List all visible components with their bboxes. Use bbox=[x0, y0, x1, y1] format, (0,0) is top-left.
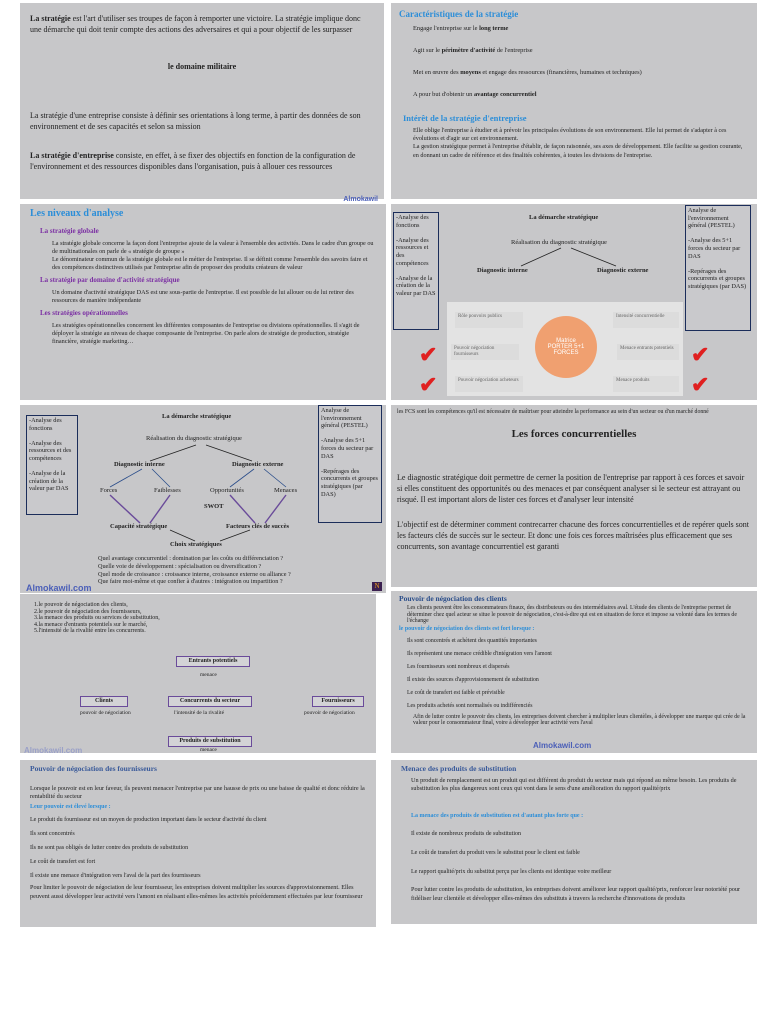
item-text: de l'entreprise bbox=[495, 47, 533, 54]
domaine-militaire-label: le domaine militaire bbox=[167, 62, 237, 71]
p-clients: Les clients peuvent être les consommateurs finaux, des distributeurs ou des intermédiaires aval. L'étude des clients de l'entreprise permet de déterminer chez quel acteur se situe le pouvoir de négociation, c'est-à-dire qui est en situation de force et impose sa volonté dans les termes de l'échange bbox=[407, 605, 737, 625]
sub-clients: le pouvoir de négociation des clients est fort lorsque : bbox=[399, 625, 535, 632]
diagnostic-interne: Diagnostic interne bbox=[477, 267, 528, 274]
paragraph-strategie-entreprise-2 bbox=[30, 150, 374, 172]
question-item: Quel avantage concurrentiel : domination par les coûts ou différenciation ? bbox=[98, 555, 284, 562]
term: La stratégie d'entreprise bbox=[30, 151, 114, 160]
watermark: Almokawil.com bbox=[24, 746, 83, 755]
p-substitution-lutte: Pour lutter contre les produits de substitution, les entreprises doivent améliorer leur rapport qualité/prix, renforcer leur notoriété pour fidéliser leur clientèle et développer elles-mêmes des substituts à travers la recherche d'innovations de produits bbox=[411, 886, 741, 902]
slide-pouvoir-fournisseurs bbox=[20, 760, 376, 927]
p-fournisseurs: Lorsque le pouvoir est en leur faveur, ils peuvent menacer l'entreprise par une hausse de prix ou une baisse de qualité et donc réduire la rentabilité du secteur bbox=[30, 785, 365, 801]
box-analyse-interne: -Analyse des fonctions -Analyse des ressources et des compétences -Analyse de la création de la valeur par DAS bbox=[26, 415, 78, 515]
tile-acheteurs: Pouvoir négociation acheteurs bbox=[455, 376, 523, 392]
logo-icon: N bbox=[372, 582, 382, 591]
criteria-item: Les fournisseurs sont nombreux et dispersés bbox=[407, 663, 510, 670]
criteria-item: Ils sont concentrés et achètent des quantités importantes bbox=[407, 637, 537, 644]
force-item: 4.la menace d'entrants potentiels sur le marché, bbox=[34, 621, 148, 628]
force-item: 1.le pouvoir de négociation des clients, bbox=[34, 602, 128, 608]
title-interet: Intérêt de la stratégie d'entreprise bbox=[403, 113, 527, 123]
criteria-item: Ils ne sont pas obligés de lutter contre des produits de substitution bbox=[30, 845, 189, 852]
criteria-item: Le rapport qualité/prix du substitut perçu par les clients est identique voire meilleur bbox=[411, 869, 612, 876]
demarche-title: La démarche stratégique bbox=[162, 413, 232, 420]
item-text: Agit sur le bbox=[413, 47, 442, 54]
box-analyse-externe: Analyse de l'environnement général (PESTEL) -Analyse des 5+1 forces du secteur par DAS -Repérages des concurrents et groupes stratégiques (par DAS) bbox=[318, 405, 382, 523]
title-substitution: Menace des produits de substitution bbox=[401, 764, 517, 773]
title-caracteristiques: Caractéristiques de la stratégie bbox=[399, 9, 519, 19]
diagnostic-interne: Diagnostic interne bbox=[114, 461, 165, 468]
check-icon: ✔ bbox=[691, 342, 710, 367]
capacite-label: Capacité stratégique bbox=[110, 523, 168, 530]
pouvoir-fournisseurs-label: pouvoir de négociation bbox=[304, 710, 355, 716]
interet-paragraph: Elle oblige l'entreprise à étudier et à prévoir les principales évolutions de son environnement. Elle lui permet de s'adapter à ces évolutions et d'agir sur cet environnement. bbox=[413, 127, 727, 143]
sub-fournisseurs: Leur pouvoir est élevé lorsque : bbox=[30, 804, 111, 811]
title-pouvoir-fournisseurs: Pouvoir de négociation des fournisseurs bbox=[30, 764, 157, 773]
slide-menace-substitution bbox=[391, 760, 757, 924]
criteria-item: Le produit du fournisseur est un moyen de production important dans le secteur d'activité du client bbox=[30, 817, 267, 824]
menace-label: menace bbox=[200, 747, 217, 753]
swot-label: SWOT bbox=[204, 503, 224, 510]
item-text: A pour but d'obtenir un bbox=[413, 91, 474, 98]
tile-produits: Menace produits bbox=[613, 376, 679, 392]
facteurs-label: Facteurs clés de succès bbox=[226, 523, 289, 530]
heading-strategie-globale: La stratégie globale bbox=[40, 227, 99, 235]
p-operationnelles: Les stratégies opérationnelles concernent les différentes composantes de l'entreprise ou divisions opérationnelles. Il s'agit de déployer la stratégie au niveau de chaque composante de l'entreprise. On parle alors de stratégie de production, stratégie financière, stratégie marketing… bbox=[52, 321, 360, 346]
box-analyse-interne: -Analyse des fonctions -Analyse des ressources et des compétences -Analyse de la création de la valeur par DAS bbox=[393, 212, 439, 330]
slide-niveaux-analyse bbox=[20, 204, 386, 400]
p-clients-lutte: Afin de lutter contre le pouvoir des clients, les entreprises doivent chercher à multiplier leurs clientèles, à développer une marque qui crée de la valeur pour le consommateur final, voire à développer leur activité vers l'aval bbox=[413, 713, 746, 727]
watermark: Almokawil.com bbox=[26, 583, 92, 593]
watermark: Almokawil.com bbox=[533, 741, 592, 750]
criteria-item: Le coût de transfert est fort bbox=[30, 859, 96, 866]
tile-pouvoirs-publics: Rôle pouvoirs publics bbox=[455, 312, 523, 328]
intensite-label: l'intensité de la rivalité bbox=[174, 710, 225, 716]
item-keyword: moyens bbox=[460, 69, 481, 76]
porter-circle bbox=[535, 316, 597, 378]
caracteristique-item bbox=[413, 47, 749, 55]
p-substitution: Un produit de remplacement est un produit qui est différent du produit du secteur mais qui répond au même besoin. Les produits de substitution les plus dangereux sont ceux qui vont dans le sens d'une amélioration du rapport qualité/prix bbox=[411, 777, 737, 793]
box-entrants: Entrants potentiels bbox=[176, 656, 250, 667]
item-keyword: périmètre d'activité bbox=[441, 47, 496, 54]
p-fournisseurs-lutte: Pour limiter le pouvoir de négociation de leur fournisseur, les entreprises doivent multiplier les sources d'approvisionnement. Elles peuvent aussi développer leur activité vers l'amont en réalisant elles-mêmes les activités précédemment effectuées par leur fournisseur bbox=[30, 884, 363, 900]
criteria-item: Le coût de transfert est faible et prévisible bbox=[407, 689, 505, 696]
pouvoir-clients-label: pouvoir de négociation bbox=[80, 710, 131, 716]
p-das: Un domaine d'activité stratégique DAS est une sous-partie de l'entreprise. Il est possible de lui allouer ou de lui retirer des ressources de manière indépendante bbox=[52, 288, 354, 305]
term-strategie: La stratégie bbox=[30, 14, 71, 23]
interet-paragraph-2: La gestion stratégique permet à l'entreprise d'établir, de façon raisonnée, ses axes de développement. Elle facilite sa gestion courante, en donnant un cadre de référence et des finalités cohérentes, à toutes les divisions de l'entreprise. bbox=[413, 143, 743, 159]
title-forces: Les forces concurrentielles bbox=[511, 428, 637, 440]
item-text: Engage l'entreprise sur le bbox=[413, 25, 480, 32]
title-pouvoir-clients: Pouvoir de négociation des clients bbox=[399, 594, 507, 603]
text: est l'art d'utiliser ses troupes de façon à remporter une victoire. La stratégie implique donc une démarche qui doit tenir compte des actions des adversaires et qui a pour objectif de les surpasser bbox=[30, 14, 361, 34]
tile-intensite: Intensité concurrentielle bbox=[613, 312, 679, 328]
criteria-item: Ils sont concentrés bbox=[30, 831, 75, 838]
diagnostic-subtitle: Réalisation du diagnostic stratégique bbox=[511, 239, 607, 246]
faiblesses-label: Faiblesses bbox=[154, 487, 181, 494]
heading-das: La stratégie par domaine d'activité stratégique bbox=[40, 276, 180, 285]
force-item: 2.le pouvoir de négociation des fournisseurs, bbox=[34, 608, 142, 615]
questions-list bbox=[98, 555, 291, 586]
watermark: Almokawil bbox=[343, 196, 378, 203]
diagnostic-externe: Diagnostic externe bbox=[597, 267, 649, 274]
criteria-item: Le coût de transfert du produit vers le substitut pour le client est faible bbox=[411, 850, 580, 857]
check-icon: ✔ bbox=[419, 342, 438, 367]
item-keyword: avantage concurrentiel bbox=[473, 91, 537, 98]
paragraph-art-strategie bbox=[30, 13, 374, 35]
sub-substitution: La menace des produits de substitution est d'autant plus forte que : bbox=[411, 813, 584, 820]
question-item: Quel mode de croissance : croissance interne, croissance externe ou alliance ? bbox=[98, 570, 291, 578]
criteria-item: Il existe des sources d'approvisionnement de substitution bbox=[407, 676, 539, 683]
diagnostic-externe: Diagnostic externe bbox=[232, 461, 284, 468]
criteria-item: Il existe de nombreux produits de substitution bbox=[411, 831, 521, 838]
criteria-item: Les produits achetés sont normalisés ou indifférenciés bbox=[407, 702, 533, 709]
slide-demarche-swot bbox=[20, 405, 386, 593]
check-icon: ✔ bbox=[419, 372, 438, 397]
p-strategie-globale: La stratégie globale concerne la façon dont l'entreprise ajoute de la valeur à l'ensemble des activités. Dans le cadre d'un groupe ou de multinationales on parle de « stratégie de groupe » bbox=[52, 239, 374, 255]
caracteristique-item bbox=[413, 69, 749, 77]
fcs-note: les FCS sont les compétences qu'il est nécessaire de maîtriser pour atteindre la performance au sein d'un secteur ou d'un marché donné bbox=[397, 409, 709, 415]
slide-forces-concurrentielles bbox=[391, 405, 757, 587]
paragraph-strategie-entreprise: La stratégie d'une entreprise consiste à définir ses orientations à long terme, à partir des données de son environnement et de ses capacités et selon sa mission bbox=[30, 111, 361, 131]
paragraph-diagnostic: Le diagnostic stratégique doit permettre de cerner la position de l'entreprise par rapport à ces forces et savoir si elles constituent des opportunités ou des menaces et par conséquent analyser si le secteur est attrayant ou risqué. Il est important alors de lister ces forces et d'analyser leur intensité bbox=[397, 473, 745, 504]
caracteristique-item bbox=[413, 25, 749, 33]
demarche-title: La démarche stratégique bbox=[529, 214, 599, 221]
choix-label: Choix stratégiques bbox=[170, 541, 222, 548]
check-icon: ✔ bbox=[691, 372, 710, 397]
item-text: et engage des ressources (financières, humaines et techniques) bbox=[480, 69, 642, 76]
forces-list bbox=[34, 602, 160, 635]
slide-strategie-definition bbox=[20, 3, 384, 203]
forces-label: Forces bbox=[100, 487, 118, 494]
diagnostic-subtitle: Réalisation du diagnostic stratégique bbox=[146, 435, 242, 442]
menaces-label: Menaces bbox=[274, 487, 298, 494]
box-concurrents: Concurrents du secteur bbox=[168, 696, 252, 707]
opportunites-label: Opportunités bbox=[210, 487, 244, 494]
p-denominateur: Le dénominateur commun de la stratégie globale est le métier de l'entreprise. Il se définit comme l'ensemble des savoirs faire et des compétences distinctives utilisés par l'entreprise afin de proposer des produits créateurs de valeur bbox=[52, 255, 368, 272]
substitution-criteria-list bbox=[411, 831, 747, 876]
text: consiste, en effet, à se fixer des objectifs en fonction de la configuration de l'environnement et des ressources disponibles dans l'organisation, puis à allouer ces ressources bbox=[30, 151, 356, 171]
box-fournisseurs: Fournisseurs bbox=[312, 696, 364, 707]
question-item: Que faire moi-même et que confier à d'autres : intégration ou impartition ? bbox=[98, 578, 283, 586]
title-niveaux: Les niveaux d'analyse bbox=[30, 208, 124, 219]
question-item: Quelle voie de développement : spécialisation ou diversification ? bbox=[98, 562, 262, 570]
box-substitution: Produits de substitution bbox=[168, 736, 252, 747]
box-clients: Clients bbox=[80, 696, 128, 707]
porter-label: Matrice PORTER 5+1 FORCES bbox=[547, 338, 585, 356]
caracteristique-item bbox=[413, 91, 749, 99]
item-text: Met en œuvre des bbox=[413, 69, 461, 76]
box-analyse-externe: Analyse de l'environnement général (PESTEL) -Analyse des 5+1 forces du secteur par DAS -Repérages des concurrents et groupes stratégiques (par DAS) bbox=[685, 205, 751, 331]
caracteristiques-list bbox=[413, 25, 749, 99]
slide-demarche-porter bbox=[391, 204, 757, 400]
force-item: 5.l'intensité de la rivalité entre les concurrents. bbox=[34, 628, 146, 635]
menace-label: menace bbox=[200, 672, 217, 678]
fournisseurs-criteria-list bbox=[30, 817, 366, 880]
force-item: 3.la menace des produits ou services de substitution, bbox=[34, 615, 160, 622]
criteria-item: Ils représentent une menace crédible d'intégration vers l'amont bbox=[407, 650, 552, 657]
item-keyword: long terme bbox=[479, 25, 509, 32]
slide-pouvoir-clients bbox=[391, 591, 757, 753]
paragraph-objectif: L'objectif est de déterminer comment contrecarrer chacune des forces concurrentielles et de repérer quels sont les facteurs clés de succès sur le secteur. Et donc une fois ces forces maîtrisées plus efficacement que ses concurrents, son avantage concurrentiel est garanti bbox=[397, 520, 749, 551]
heading-operationnelles: Les stratégies opérationnelles bbox=[40, 309, 128, 318]
tile-fournisseurs: Pouvoir négociation fournisseurs bbox=[451, 344, 519, 360]
slide-caracteristiques bbox=[391, 3, 757, 199]
slide-cinq-forces-schema bbox=[20, 594, 376, 753]
clients-criteria-list bbox=[407, 638, 749, 710]
criteria-item: Il existe une menace d'intégration vers l'aval de la part des fournisseurs bbox=[30, 873, 201, 880]
tile-entrants: Menace entrants potentiels bbox=[617, 344, 679, 360]
